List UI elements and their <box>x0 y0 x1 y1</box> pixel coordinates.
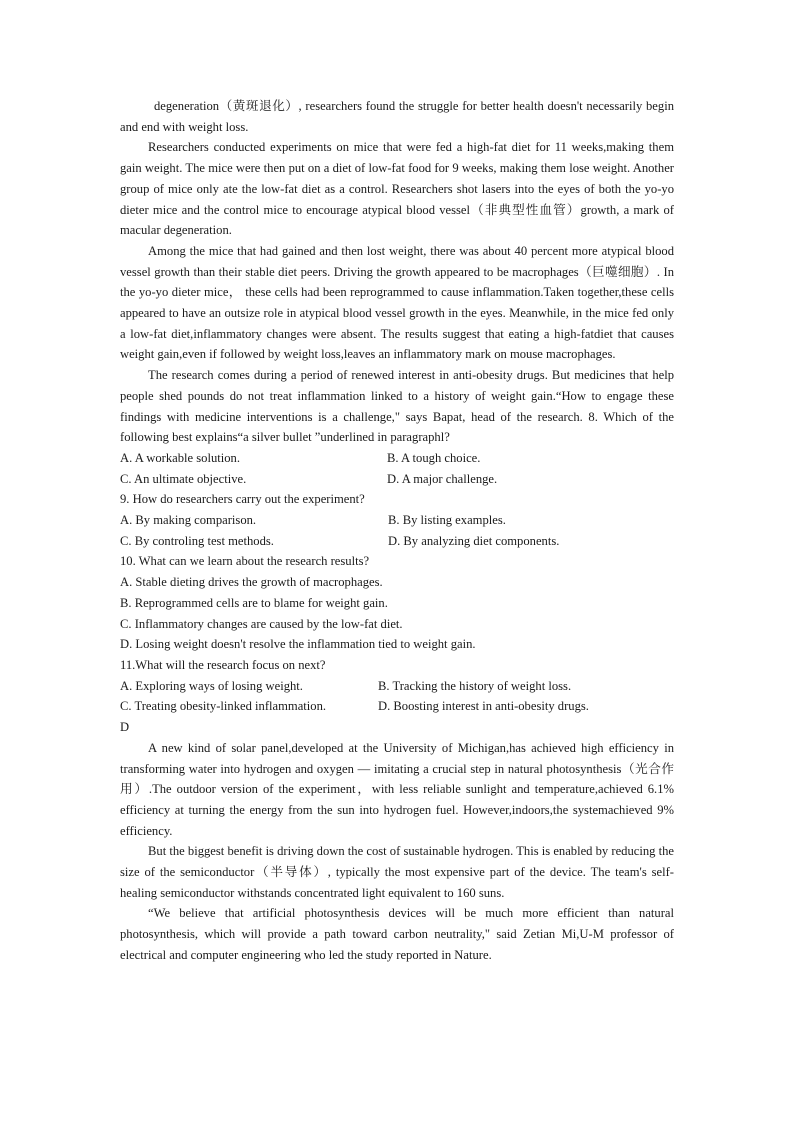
exam-page <box>120 96 674 966</box>
q9-option-c: C. By controling test methods. <box>120 533 274 548</box>
passage-c-paragraph-0: degeneration（黄斑退化）, researchers found the struggle for better health doesn't necessarily begin and end with weight loss. <box>120 99 674 134</box>
q10-option-d: D. Losing weight doesn't resolve the inflammation tied to weight gain. <box>120 637 476 652</box>
q10-option-b: B. Reprogrammed cells are to blame for weight gain. <box>120 595 388 610</box>
q9-option-d: D. By analyzing diet components. <box>388 533 560 548</box>
q11-option-c: C. Treating obesity-linked inflammation. <box>120 699 327 714</box>
passage-d-paragraph-1: A new kind of solar panel,developed at the University of Michigan,has achieved high efficiency in transforming water into hydrogen and oxygen — imitating a crucial step in natural photosynthesis（光合作用）.The outdoor version of the experiment，with less reliable sunlight and temperature,achieved 6.1% efficiency at turning the energy from the sun into hydrogen fuel. However,indoors,the systemachieved 9% efficiency. <box>120 740 674 838</box>
q11-option-d: D. Boosting interest in anti-obesity drugs. <box>378 699 589 714</box>
q8-option-a: A. A workable solution. <box>120 450 240 465</box>
q11-options-row-1 <box>120 676 674 697</box>
q11-option-b: B. Tracking the history of weight loss. <box>378 678 572 693</box>
passage-d-paragraph-2: But the biggest benefit is driving down the cost of sustainable hydrogen. This is enabled by reducing the size of the semiconductor（半导体）, typically the most expensive part of the device. The team's self-healing semiconductor withstands concentrated light equivalent to 160 suns. <box>120 844 674 900</box>
passage-c-paragraph-1: Researchers conducted experiments on mice that were fed a high-fat diet for 11 weeks,making them gain weight. The mice were then put on a diet of low-fat food for 9 weeks, making them lose weight. Another group of mice only ate the low-fat diet as a control. Researchers shot lasers into the eyes of both the yo-yo dieter mice and the control mice to encourage atypical blood vessel（非典型性血管）growth, a mark of macular degeneration. <box>120 140 674 238</box>
q8-option-d: D. A major challenge. <box>387 471 498 486</box>
q10-question: 10. What can we learn about the research results? <box>120 554 370 569</box>
q11-question: 11.What will the research focus on next? <box>120 657 326 672</box>
passage-d-paragraph-3: “We believe that artificial photosynthesis devices will be much more efficient than natural photosynthesis, which will provide a path toward carbon neutrality," said Zetian Mi,U-M professor of electrical and computer engineering who led the study reported in Nature. <box>120 906 674 962</box>
q9-question: 9. How do researchers carry out the experiment? <box>120 492 365 507</box>
passage-c-paragraph-2: Among the mice that had gained and then lost weight, there was about 40 percent more atypical blood vessel growth than their stable diet peers. Driving the growth appeared to be macrophages（巨噬细胞）. In the yo-yo dieter mice， these cells had been reprogrammed to cause inflammation.Taken together,these cells appeared to have an outsize role in atypical blood vessel growth in the eyes. Meanwhile, in the mice fed only a low-fat diet,inflammatory changes were absent. The results suggest that eating a high-fatdiet that causes weight gain,even if followed by weight loss,leaves an inflammatory mark on mouse macrophages. <box>120 243 674 362</box>
q8-option-b: B. A tough choice. <box>387 450 481 465</box>
q8-options-row-1 <box>120 448 674 469</box>
q8-option-c: C. An ultimate objective. <box>120 471 247 486</box>
q11-option-a: A. Exploring ways of losing weight. <box>120 678 303 693</box>
q8-options-row-2 <box>120 469 674 490</box>
q9-option-a: A. By making comparison. <box>120 513 257 528</box>
q9-option-b: B. By listing examples. <box>388 513 506 528</box>
passage-c-paragraph-3: The research comes during a period of renewed interest in anti-obesity drugs. But medicines that help people shed pounds do not treat inflammation linked to a history of weight gain.“How to engage these findings with medicine interventions is a challenge," says Bapat, head of the research. 8. Which of the following best explains“a silver bullet ”underlined in paragraphl? <box>120 368 674 445</box>
q9-options-row-2 <box>120 531 674 552</box>
passage-d-heading: D <box>120 720 130 735</box>
q11-options-row-2 <box>120 696 674 717</box>
q9-options-row-1 <box>120 510 674 531</box>
q10-option-c: C. Inflammatory changes are caused by the low-fat diet. <box>120 616 403 631</box>
q10-option-a: A. Stable dieting drives the growth of macrophages. <box>120 575 383 590</box>
